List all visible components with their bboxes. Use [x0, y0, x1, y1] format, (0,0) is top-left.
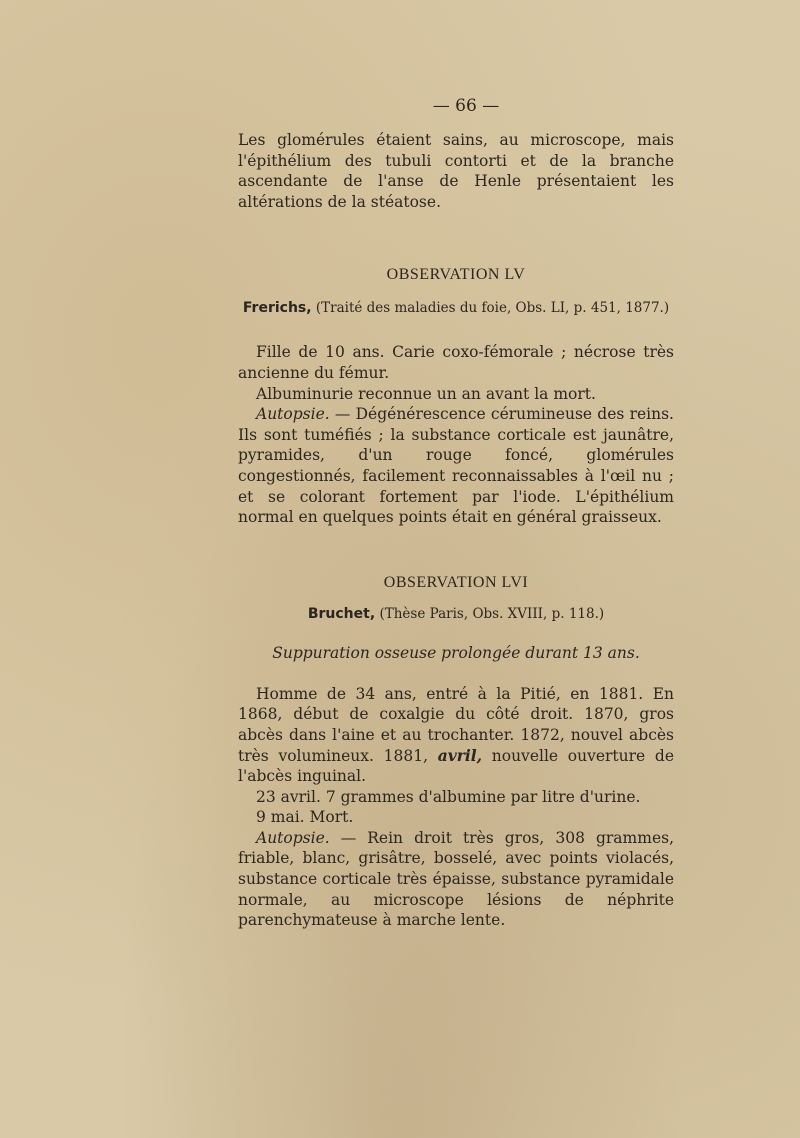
- observation-lvi-autopsy-label: Autopsie.: [256, 828, 330, 847]
- observation-lv-source: [238, 300, 674, 316]
- observation-lvi-autopsy-text: — Rein droit très gros, 308 grammes, friable, blanc, grisâtre, bosselé, avec points violacés, substance corticale très épaisse, substance pyramidale normale, au microscope lésions de néphrite parenchymateuse à marche lente.: [238, 828, 674, 930]
- observation-lvi-reference: (Thèse Paris, Obs. XVIII, p. 118.): [379, 605, 605, 622]
- book-page: [238, 96, 674, 931]
- observation-lvi-paragraph-1: [238, 684, 674, 787]
- observation-lvi-author: Bruchet,: [307, 605, 376, 622]
- observation-lvi-paragraph-3: 9 mai. Mort.: [256, 808, 354, 827]
- observation-lvi-p1-part-b: nouvelle ouverture de l'abcès inguinal.: [238, 746, 674, 786]
- observation-lv-reference: (Traité des maladies du foie, Obs. LI, p. 451, 1877.): [315, 300, 670, 317]
- observation-lv-author: Frerichs,: [242, 300, 312, 317]
- observation-lvi-title: OBSERVATION LVI: [383, 573, 529, 591]
- observation-lvi-paragraph-2: 23 avril. 7 grammes d'albumine par litre d'urine.: [256, 787, 641, 806]
- observation-lv-paragraph-3: [238, 404, 674, 528]
- observation-lv-paragraph-2: Albuminurie reconnue un an avant la mort.: [256, 384, 596, 403]
- observation-lv-title: OBSERVATION LV: [386, 266, 526, 284]
- observation-lvi-p1-part-a: Homme de 34 ans, entré à la Pitié, en 1881. En 1868, début de coxalgie du côté droit. 1870, gros abcès dans l'aine et au trochanter. 1872, nouvel abcès très volumineux. 1881,: [238, 684, 674, 765]
- observation-lvi-p1-emphasis: avril,: [437, 745, 483, 765]
- intro-paragraph: Les glomérules étaient sains, au microscope, mais l'épithélium des tubuli contorti et de la branche ascendante de l'anse de Henle présentaient les altérations de la stéatose.: [238, 131, 674, 211]
- observation-lv-paragraph-1: Fille de 10 ans. Carie coxo-fémorale ; nécrose très ancienne du fémur.: [238, 343, 674, 382]
- observation-lvi-subtitle: Suppuration osseuse prolongée durant 13 ans.: [272, 643, 640, 662]
- observation-lv-autopsy-label: Autopsie.: [256, 405, 330, 424]
- page-number: — 66 —: [432, 96, 500, 116]
- observation-lv-autopsy-text: — Dégénérescence cérumineuse des reins. Ils sont tuméfiés ; la substance corticale est jaunâtre, pyramides, d'un rouge foncé, glomérules congestionnés, facilement reconnaissables à l'œil nu ; et se colorant fortement par l'iode. L'épithélium normal en quelques points était en général graisseux.: [238, 405, 674, 527]
- observation-lvi-source: [238, 606, 674, 622]
- observation-lvi-paragraph-4: [238, 828, 674, 931]
